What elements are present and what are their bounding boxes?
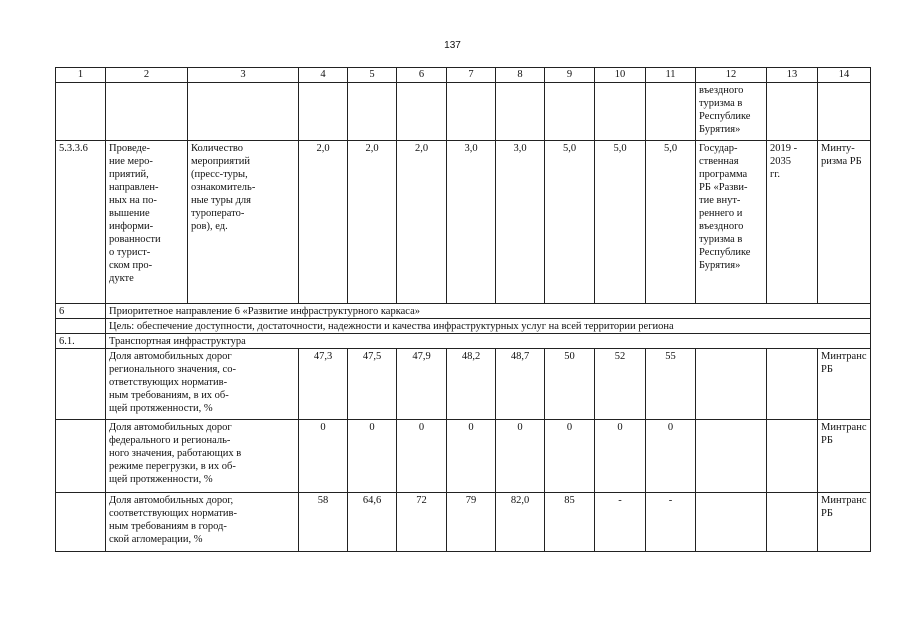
- value-cell: -: [595, 493, 646, 552]
- executor-cell: Минтранс РБ: [818, 420, 871, 493]
- indicator-name: Доля автомобильных дорог регионального значения, со- ответствующих норматив- ным требованиям, в их об- щей протяженности, %: [106, 349, 299, 420]
- value-cell: 3,0: [447, 141, 496, 304]
- indicators-table: [55, 67, 871, 552]
- page-number: 137: [444, 40, 461, 51]
- header-cell: 12: [696, 68, 767, 83]
- priority-row: [56, 304, 871, 319]
- header-cell: 4: [299, 68, 348, 83]
- table-row: [56, 349, 871, 420]
- header-cell: 3: [188, 68, 299, 83]
- activity-cell: Проведе- ние меро- приятий, направлен- ных на по- вышение информи- рованности о турист- ском про- дукте: [106, 141, 188, 304]
- executor-cell: Минтранс РБ: [818, 493, 871, 552]
- header-cell: 13: [767, 68, 818, 83]
- value-cell: 0: [397, 420, 447, 493]
- value-cell: 82,0: [496, 493, 545, 552]
- header-row: [56, 68, 871, 83]
- header-cell: 2: [106, 68, 188, 83]
- continuation-row: [56, 83, 871, 141]
- value-cell: 58: [299, 493, 348, 552]
- indicator-name: Доля автомобильных дорог, соответствующих норматив- ным требованиям в город- ской агломерации, %: [106, 493, 299, 552]
- value-cell: 47,3: [299, 349, 348, 420]
- row-code: 6: [56, 304, 106, 319]
- value-cell: 5,0: [595, 141, 646, 304]
- goal-text: Цель: обеспечение доступности, достаточности, надежности и качества инфраструктурных услуг на всей территории региона: [106, 319, 871, 334]
- indicator-cell: Количество мероприятий (пресс-туры, ознакомитель- ные туры для туроперато- ров), ед.: [188, 141, 299, 304]
- value-cell: 2,0: [348, 141, 397, 304]
- header-cell: 1: [56, 68, 106, 83]
- value-cell: 2,0: [397, 141, 447, 304]
- section-row: [56, 334, 871, 349]
- header-cell: 5: [348, 68, 397, 83]
- value-cell: 55: [646, 349, 696, 420]
- program-cell: въездного туризма в Республике Бурятия»: [696, 83, 767, 141]
- header-cell: 11: [646, 68, 696, 83]
- header-cell: 14: [818, 68, 871, 83]
- section-title: Транспортная инфраструктура: [106, 334, 871, 349]
- goal-row: [56, 319, 871, 334]
- value-cell: 48,2: [447, 349, 496, 420]
- value-cell: 72: [397, 493, 447, 552]
- priority-title: Приоритетное направление 6 «Развитие инфраструктурного каркаса»: [106, 304, 871, 319]
- value-cell: 0: [447, 420, 496, 493]
- table-row: [56, 141, 871, 304]
- indicator-name: Доля автомобильных дорог федерального и региональ- ного значения, работающих в режиме перегрузки, в их об- щей протяженности, %: [106, 420, 299, 493]
- value-cell: 0: [595, 420, 646, 493]
- header-cell: 6: [397, 68, 447, 83]
- table-row: [56, 493, 871, 552]
- value-cell: 50: [545, 349, 595, 420]
- value-cell: 2,0: [299, 141, 348, 304]
- value-cell: 5,0: [646, 141, 696, 304]
- value-cell: 0: [299, 420, 348, 493]
- value-cell: 47,5: [348, 349, 397, 420]
- value-cell: 48,7: [496, 349, 545, 420]
- table-row: [56, 420, 871, 493]
- row-code: 6.1.: [56, 334, 106, 349]
- executor-cell: Минту- ризма РБ: [818, 141, 871, 304]
- header-cell: 9: [545, 68, 595, 83]
- row-code: 5.3.3.6: [56, 141, 106, 304]
- value-cell: 64,6: [348, 493, 397, 552]
- value-cell: 79: [447, 493, 496, 552]
- value-cell: 3,0: [496, 141, 545, 304]
- header-cell: 7: [447, 68, 496, 83]
- value-cell: 0: [496, 420, 545, 493]
- header-cell: 8: [496, 68, 545, 83]
- period-cell: 2019 - 2035 гг.: [767, 141, 818, 304]
- value-cell: 5,0: [545, 141, 595, 304]
- value-cell: 0: [348, 420, 397, 493]
- value-cell: 0: [545, 420, 595, 493]
- value-cell: 52: [595, 349, 646, 420]
- header-cell: 10: [595, 68, 646, 83]
- value-cell: 0: [646, 420, 696, 493]
- value-cell: -: [646, 493, 696, 552]
- value-cell: 85: [545, 493, 595, 552]
- value-cell: 47,9: [397, 349, 447, 420]
- executor-cell: Минтранс РБ: [818, 349, 871, 420]
- program-cell: Государ- ственная программа РБ «Разви- тие внут- реннего и въездного туризма в Республике Бурятия»: [696, 141, 767, 304]
